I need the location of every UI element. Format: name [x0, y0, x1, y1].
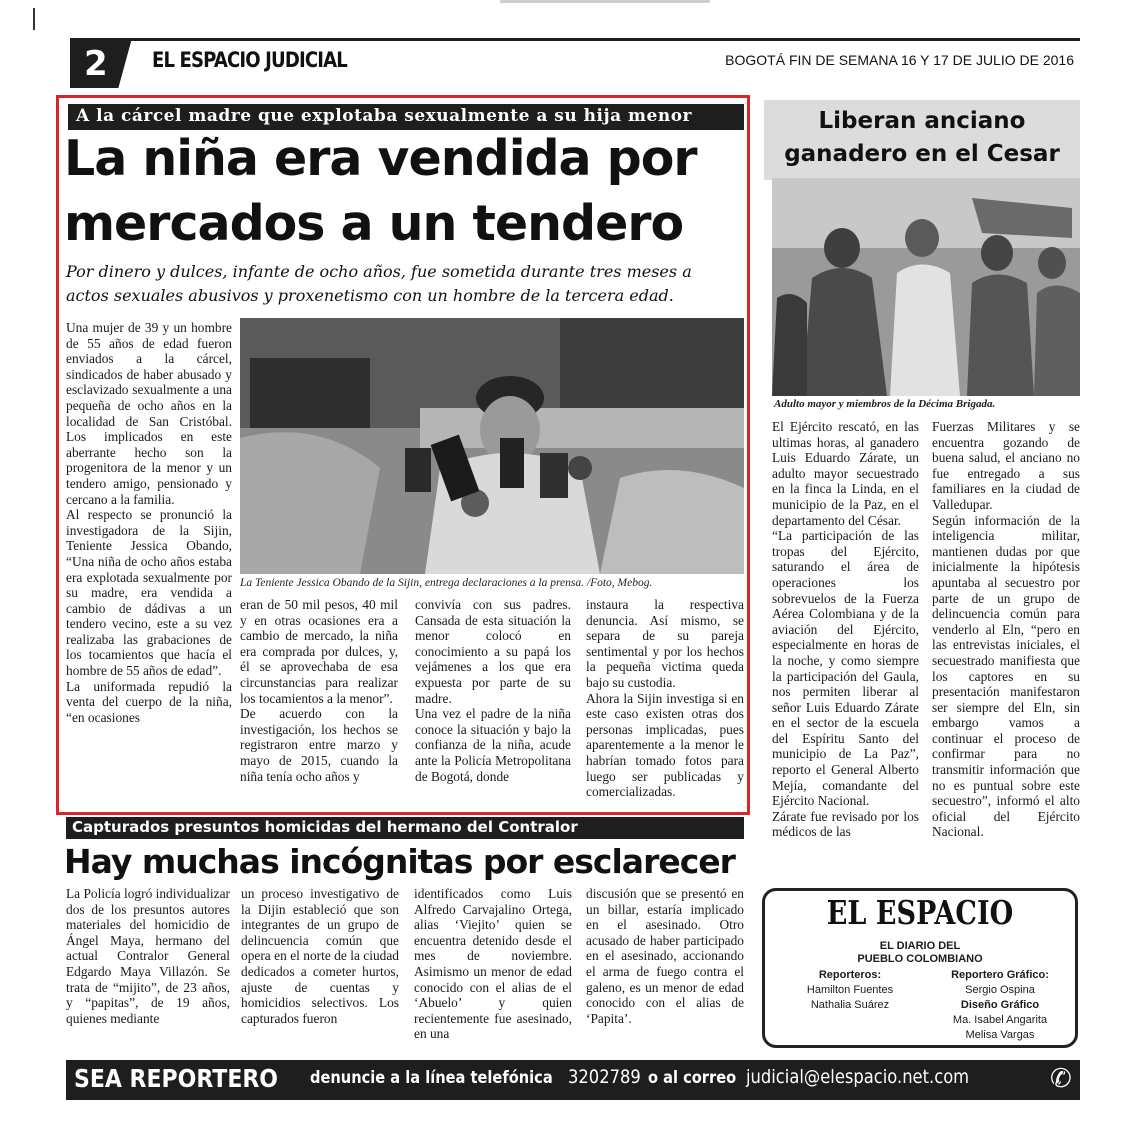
footer-brand: SEA REPORTERO [74, 1064, 278, 1093]
press-photo-illustration [240, 318, 744, 574]
side-col1-paragraph-2: “La participación de las tropas del Ejército, saturando el área de operaciones los sobrevuelos de la Fuerza Aérea Colombiana y de la aviación del Ejército, especialmente en horas de la noche, y como siempre la participación del Gaula, nos permiten liberar al señor Luis Eduardo Zárate en el sector de la escuela del Espíritu Santo del municipio de La Paz”, reporto el General Alberto Mejía, comandante del Ejército Nacional. [772, 528, 919, 809]
second-col2-text: un proceso investigativo de la Dijin estableció que son integrantes de un grupo de delincuencia común que opera en el norte de la ciudad dedicados a cometer hurtos, ajuste de cuentas y homicidios selectivos. Los capturados fueron [241, 886, 399, 1026]
main-title-line2: mercados a un tendero [64, 195, 684, 252]
photo-reporter-name: Sergio Ospina [965, 984, 1035, 996]
phone-icon: ✆ [1050, 1064, 1072, 1094]
reporter-name: Nathalia Suárez [810, 999, 890, 1011]
edition-date: BOGOTÁ FIN DE SEMANA 16 Y 17 DE JULIO DE 2016 [725, 52, 1074, 68]
main-col3-paragraph-2: Una vez el padre de la niña conoce la situación y bajo la confianza de la niña, acude ante la Policía Metropolitana de Bogotá, donde [415, 706, 571, 784]
second-title: Hay muchas incógnitas por esclarecer [64, 842, 735, 881]
main-col2-paragraph-2: De acuerdo con la investigación, los hechos se registraron entre marzo y mayo de 2015, cuando la niña tenía ocho años y [240, 706, 398, 784]
footer-text-prefix: denuncie a la línea telefónica [310, 1068, 553, 1088]
main-column-1 [66, 320, 232, 725]
main-lead-line2: actos sexuales abusivos y proxenetismo con un hombre de la tercera edad. [66, 286, 674, 305]
second-col1-text: La Policía logró individualizar dos de los presuntos autores materiales del homicidio de Ángel Maya, hermano del actual Contralor General Edgardo Maya Villazón. Se trata de “mijito”, de 23 años, y “papitas”, de 19 años, quienes mediante [66, 886, 230, 1026]
side-col2-paragraph-1: Fuerzas Militares y se encuentra gozando de buena salud, el anciano no fue entregado a sus familiares en la ciudad de Valledupar. [932, 419, 1080, 512]
second-kicker-bar [66, 817, 744, 839]
soldiers-photo-illustration [772, 178, 1080, 396]
soldiers-photo-caption: Adulto mayor y miembros de la Décima Brigada. [774, 398, 996, 410]
side-title-line2: ganadero en el Cesar [784, 141, 1060, 167]
press-photo [240, 318, 744, 574]
designer-name: Ma. Isabel Angarita [952, 1014, 1048, 1026]
main-kicker-bar [68, 104, 744, 130]
main-col1-paragraph-2: Al respecto se pronunció la investigadora de la Sijin, Teniente Jessica Obando, “Una niña de ocho años estaba era explotada sexualmente por su madre, era vendida a cambio de dádivas a un tendero vecino, este a su vez realizaba las grabaciones de los tocamientos que hacía el hombre de 55 años de edad”. [66, 507, 232, 679]
main-column-4 [586, 597, 744, 800]
header-rule [70, 38, 1080, 41]
main-lead-line1: Por dinero y dulces, infante de ocho años, fue sometida durante tres meses a [66, 262, 692, 281]
main-col3-paragraph-1: convivía con sus padres. Cansada de esta situación la menor colocó en conocimiento a su papá los vejámenes a los que era expuesta por parte de su madre. [415, 597, 571, 706]
masthead-tagline-2: PUEBLO COLOMBIANO [857, 953, 983, 965]
second-col4-text: discusión que se presentó en un billar, estaría implicado en el asesinado. Otro acusado de haber participado en el asesinado, accionando el arma de fuego contra el galeno, es un menor de edad conocido con el alias de ‘Papita’. [586, 886, 744, 1026]
photo-reporter-label: Reportero Gráfico: [951, 969, 1049, 981]
footer-phone[interactable]: 3202789 [568, 1066, 641, 1088]
main-title-line1: La niña era vendida por [64, 130, 697, 187]
reporters-block [790, 968, 910, 1013]
reporters-label: Reporteros: [818, 969, 882, 981]
side-col2-paragraph-2: Según información de la inteligencia militar, mantienen dudas por que inicialmente la hipótesis apuntaba al secuestro por parte de un grupo de delincuencia común para venderlo al Eln, “pero en las entrevistas iniciales, el secuestrado manifiesta que los captores en su presentación manifestaron ser siempre del Eln, sin embargo vamos a continuar el proceso de confirmar para no transmitir información que no es puntual sobre este secuestro”, informó el alto oficial del Ejército Nacional. [932, 512, 1080, 840]
reporter-name: Hamilton Fuentes [806, 984, 894, 996]
second-column-1 [66, 886, 230, 1026]
main-kicker: A la cárcel madre que explotaba sexualmente a su hija menor [76, 106, 692, 126]
side-title-line1: Liberan anciano [818, 108, 1026, 134]
second-column-3 [414, 886, 572, 1042]
soldiers-photo [772, 178, 1080, 396]
main-col2-paragraph-1: eran de 50 mil pesos, 40 mil y en otras ocasiones era a cambio de mercado, la niña era comprada por dulces, y, él se aprovechaba de esa circunstancias para realizar los tocamientos a la menor”. [240, 597, 398, 706]
footer-email[interactable]: judicial@elespacio.net.com [746, 1066, 970, 1088]
scan-top-line [500, 0, 710, 3]
page-header [70, 38, 1080, 90]
side-column-2 [932, 419, 1080, 840]
page-number: 2 [84, 44, 108, 84]
main-column-2 [240, 597, 398, 784]
press-photo-caption: La Teniente Jessica Obando de la Sijin, entrega declaraciones a la prensa. /Foto, Mebog. [240, 577, 653, 589]
second-column-4 [586, 886, 744, 1026]
main-col1-paragraph-1: Una mujer de 39 y un hombre de 55 años de edad fueron enviados a la cárcel, sindicados de haber abusado y esclavizado sexualmente a una pequeña de ocho años en la localidad de San Cristóbal. Los implicados en este aberrante hecho son la progenitora de la menor y un tendero amigo, pensionado y cercano a la familia. [66, 320, 232, 507]
main-col4-paragraph-2: Ahora la Sijin investiga si en este caso existen otras dos personas implicadas, pues aparentemente a la menor le habrían tomado fotos para luego ser publicadas y comercializadas. [586, 690, 744, 800]
footer-bar [66, 1060, 1080, 1100]
staff-block [940, 968, 1060, 1043]
designer-name: Melisa Vargas [965, 1029, 1035, 1041]
second-kicker: Capturados presuntos homicidas del hermano del Contralor [72, 818, 578, 836]
side-col1-paragraph-1: El Ejército rescató, en las ultimas horas, al ganadero Luis Eduardo Zárate, un adulto mayor secuestrado en la finca la Linda, en el municipio de la Paz, en el departamento del César. [772, 419, 919, 528]
main-col4-paragraph-1: instaura la respectiva denuncia. Así mismo, se separa de su pareja sentimental y por los hechos la pequeña victima queda bajo su custodia. [586, 597, 744, 690]
main-col1-paragraph-3: La uniformada repudió la venta del cuerpo de la niña, “en ocasiones [66, 678, 232, 725]
side-col1-paragraph-3: Zárate fue revisado por los médicos de las [772, 808, 919, 840]
main-column-3 [415, 597, 571, 784]
footer-text-mid: o al correo [648, 1068, 737, 1088]
second-column-2 [241, 886, 399, 1026]
section-title: EL ESPACIO JUDICIAL [152, 48, 347, 72]
design-label: Diseño Gráfico [960, 999, 1040, 1011]
masthead-tagline-1: EL DIARIO DEL [879, 940, 961, 952]
masthead-name: EL ESPACIO [826, 893, 1014, 932]
scan-edge-mark [33, 8, 35, 30]
second-col3-text: identificados como Luis Alfredo Carvajalino Ortega, alias ‘Viejito’ quien se encuentra detenido desde el mes de noviembre. Asimismo un menor de edad conocido con el alias de el ‘Abuelo’ y quien recientemente fue asesinado, en una [414, 886, 572, 1042]
side-column-1 [772, 419, 919, 840]
